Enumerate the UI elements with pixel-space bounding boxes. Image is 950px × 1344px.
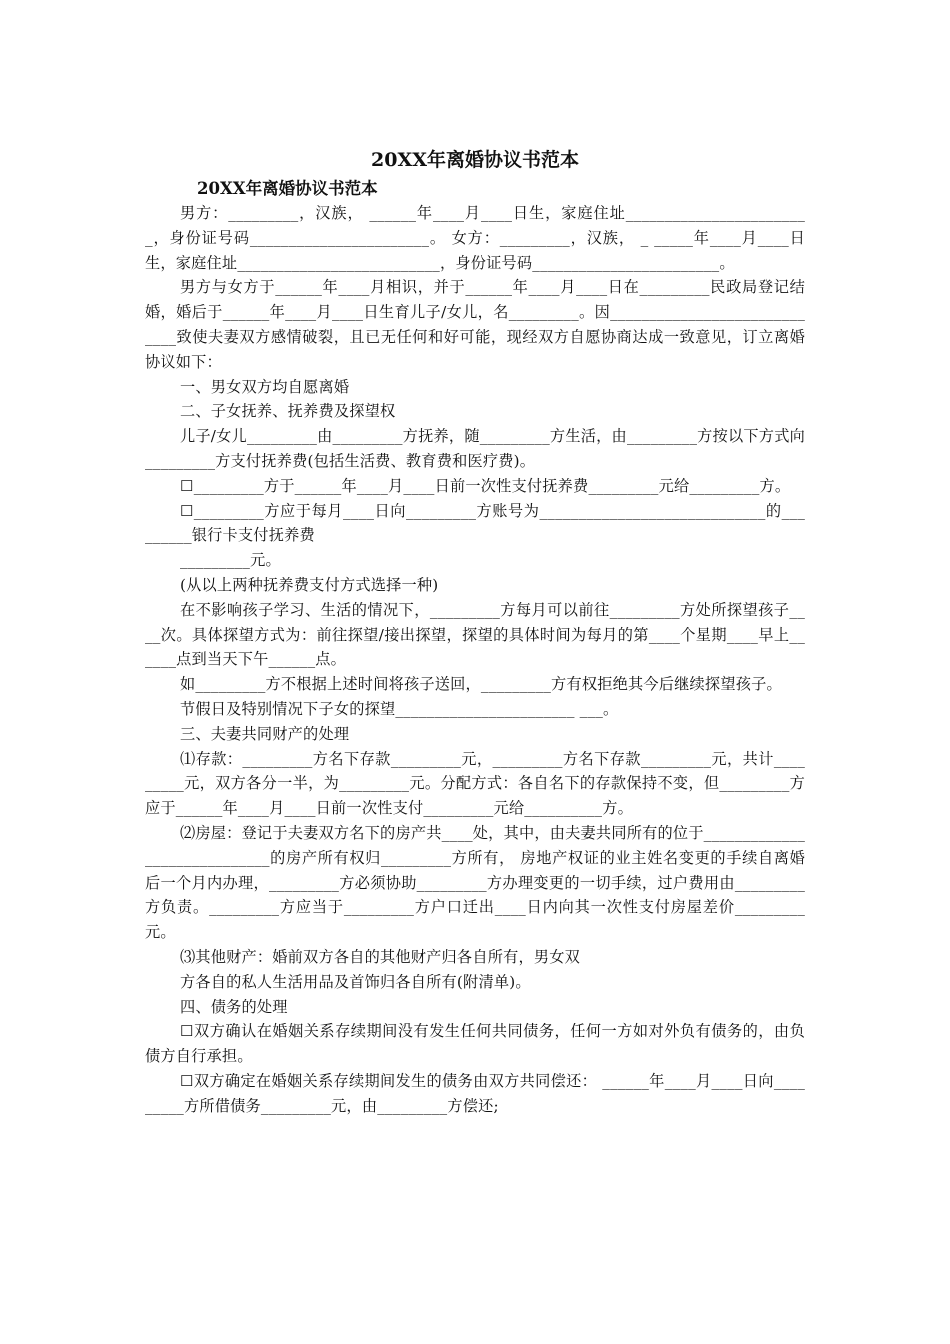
support-option-note: (从以上两种抚养费支付方式选择一种) <box>179 575 439 594</box>
section-heading-property: 三、夫妻共同财产的处理 <box>179 724 350 743</box>
visitation-paragraph: 在不影响孩子学习、生活的情况下，_________方每月可以前往_________方处所探望孩子____次。具体探望方式为：前往探望/接出探望，探望的具体时间为每月的第____个星期____早上______点到当天下午______点。 <box>145 600 805 669</box>
section-heading-divorce: 一、男女双方均自愿离婚 <box>179 377 350 396</box>
savings-paragraph: ⑴存款：_________方名下存款_________元，_________方名下存款_________元，共计_________元，双方各分一半，为_________元。分配方式：各自名下的存款保持不变，但_________方应于______年____月____日前一次性支付_________元给__________方。 <box>145 749 805 818</box>
monthly-support-amount: _________元。 <box>179 551 281 570</box>
other-property-paragraph: ⑶其他财产：婚前双方各自的其他财产归各自所有，男女双 <box>179 947 581 966</box>
party-info-paragraph: 男方：_________，汉族， ______年____月____日生，家庭住址________________________，身份证号码_______________________。 女方：_________，汉族， _ _____年____月____日生，家庭住址__________________________，身份证号码________________________。 <box>145 204 805 272</box>
common-debt-option: ☐双方确定在婚姻关系存续期间发生的债务由双方共同偿还： ______年____月____日向_________方所借债务_________元，由_________方偿还; <box>145 1071 805 1115</box>
section-heading-custody: 二、子女抚养、抚养费及探望权 <box>179 402 396 421</box>
lump-sum-support-option: ☐_________方于______年____月____日前一次性支付抚养费_________元给_________方。 <box>179 476 791 495</box>
section-heading-debt: 四、债务的处理 <box>179 997 288 1016</box>
document-page <box>145 143 805 1118</box>
other-property-continued: 方各自的私人生活用品及首饰归各自所有(附清单)。 <box>179 972 531 991</box>
housing-paragraph: ⑵房屋：登记于夫妻双方名下的房产共____处，其中，由夫妻共同所有的位于_____________________________的房产所有权归_________方所有， 房地产权证的业主姓名变更的手续自离婚后一个月内办理，_________方必须协助_________方办理变更的一切手续，过户费用由_________方负责。_________方应当于_________方户口迁出____日内向其一次性支付房屋差价_________元。 <box>145 823 805 942</box>
no-common-debt-option: ☐双方确认在婚姻关系存续期间没有发生任何共同债务，任何一方如对外负有债务的，由负债方自行承担。 <box>145 1022 805 1066</box>
holiday-visitation-paragraph: 节假日及特别情况下子女的探望_______________________ ___。 <box>179 699 619 718</box>
monthly-support-option: ☐_________方应于每月____日向_________方账号为_____________________________的_________银行卡支付抚养费 <box>145 501 805 545</box>
document-title: 20XX年离婚协议书范本 <box>371 149 579 171</box>
document-subtitle: 20XX年离婚协议书范本 <box>197 179 378 198</box>
custody-paragraph: 儿子/女儿_________由_________方抚养，随_________方生活，由_________方按以下方式向_________方支付抚养费(包括生活费、教育费和医疗费)。 <box>145 427 805 470</box>
visitation-breach-paragraph: 如_________方不根据上述时间将孩子送回，_________方有权拒绝其今后继续探望孩子。 <box>179 675 782 694</box>
marriage-background-paragraph: 男方与女方于______年____月相识，并于______年____月____日在_________民政局登记结婚，婚后于______年____月____日生育儿子/女儿，名_________。因_____________________________致使夫妻双方感情破裂，且已无任何和好可能，现经双方自愿协商达成一致意见，订立离婚协议如下： <box>145 278 805 371</box>
